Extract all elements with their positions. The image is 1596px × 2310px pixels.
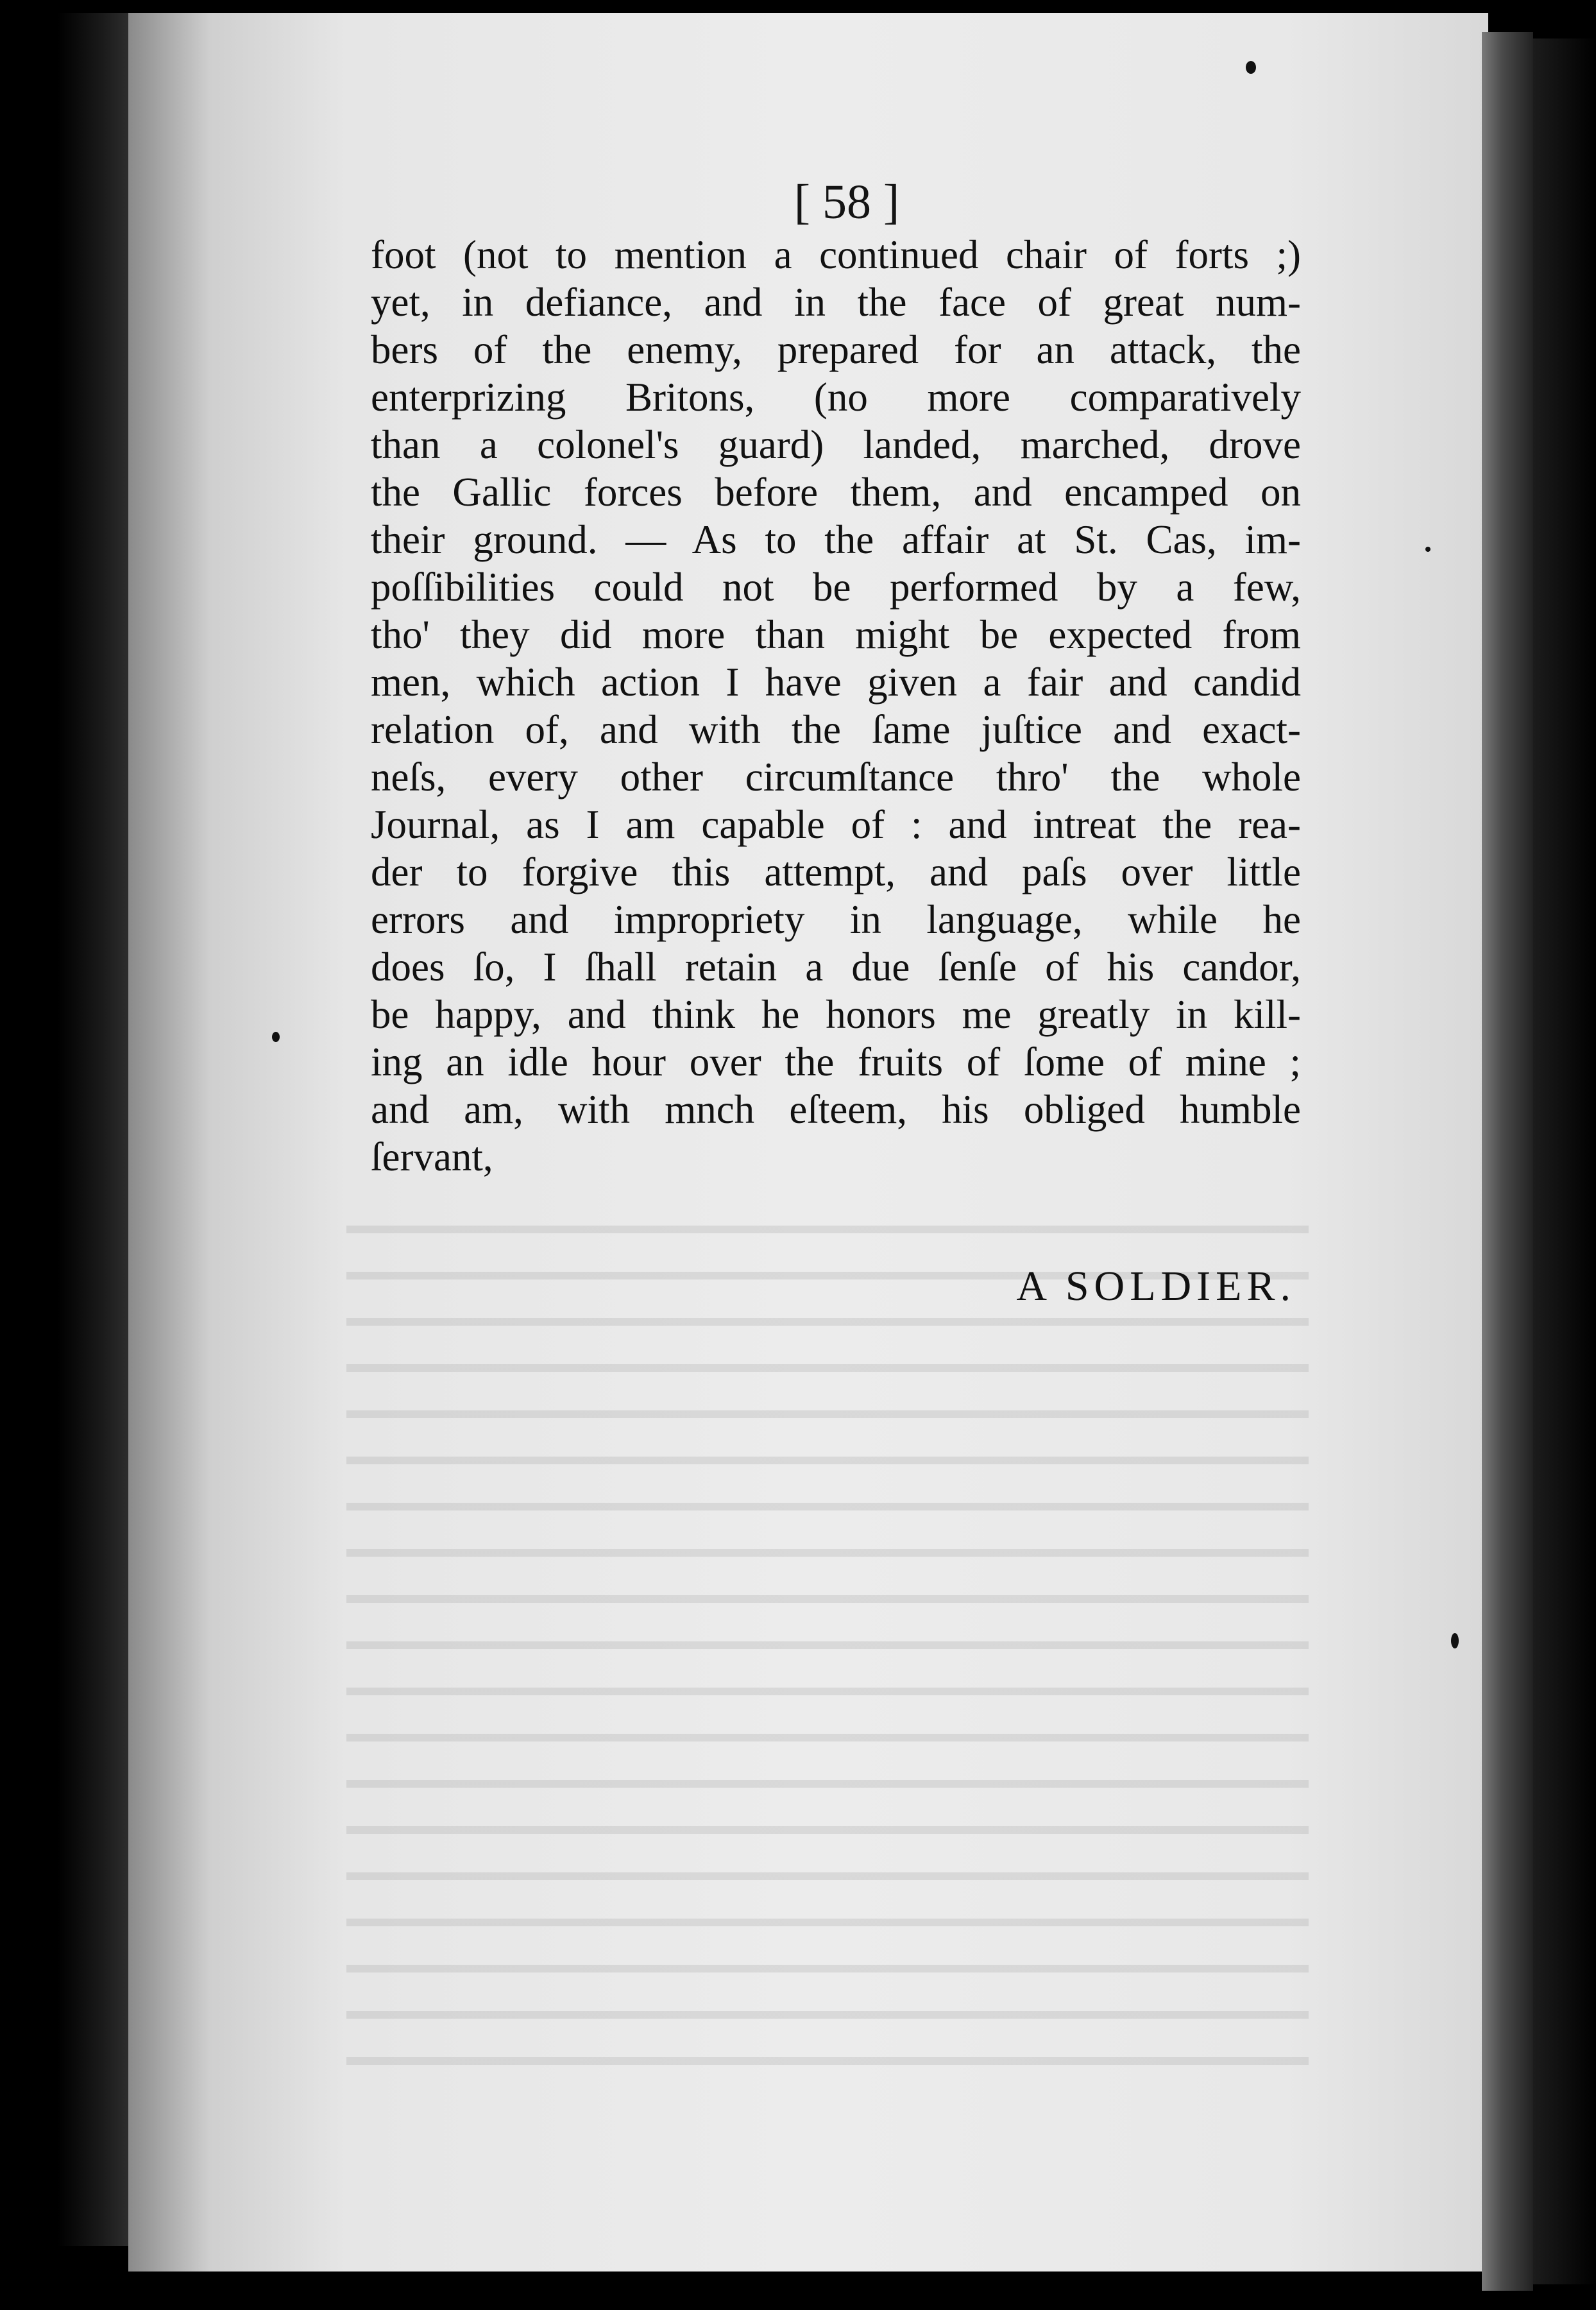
text-line: relation of, and with the ſame juſtice and exact- — [371, 707, 1301, 752]
text-line: bers of the enemy, prepared for an attack, the — [371, 327, 1301, 372]
text-line: the Gallic forces before them, and encamped on — [371, 470, 1301, 515]
text-line: foot (not to mention a continued chair of forts ;) — [371, 232, 1301, 277]
body-text — [371, 231, 1301, 1181]
text-line: and am, with mnch eſteem, his obliged humble — [371, 1087, 1301, 1132]
scan-border — [1533, 38, 1596, 2284]
signature: A SOLDIER. — [1016, 1263, 1296, 1310]
text-line: der to forgive this attempt, and paſs over little — [371, 850, 1301, 894]
ink-speck — [1425, 547, 1430, 552]
text-line: errors and impropriety in language, while he — [371, 897, 1301, 942]
page-right-edge — [1482, 32, 1533, 2291]
ink-speck — [272, 1032, 280, 1042]
text-line: their ground. — As to the affair at St. Cas, im- — [371, 517, 1301, 562]
text-line: than a colonel's guard) landed, marched, drove — [371, 422, 1301, 467]
text-line: poſſibilities could not be performed by a few, — [371, 565, 1301, 610]
text-line: does ſo, I ſhall retain a due ſenſe of his candor, — [371, 945, 1301, 989]
text-line: men, which action I have given a fair and candid — [371, 660, 1301, 705]
text-line: ing an idle hour over the fruits of ſome of mine ; — [371, 1040, 1301, 1084]
ink-speck — [1246, 61, 1256, 74]
text-line: Journal, as I am capable of : and intreat the rea- — [371, 802, 1301, 847]
page-number: [ 58 ] — [794, 175, 900, 229]
show-through-text — [346, 1200, 1309, 2085]
text-line: be happy, and think he honors me greatly in kill- — [371, 992, 1301, 1037]
ink-speck — [1451, 1633, 1459, 1648]
text-line: tho' they did more than might be expected from — [371, 612, 1301, 657]
text-line: ſervant, — [371, 1134, 493, 1179]
text-line: neſs, every other circumſtance thro' the whole — [371, 755, 1301, 800]
text-line: yet, in defiance, and in the face of great num- — [371, 280, 1301, 325]
text-line: enterprizing Britons, (no more comparatively — [371, 375, 1301, 420]
